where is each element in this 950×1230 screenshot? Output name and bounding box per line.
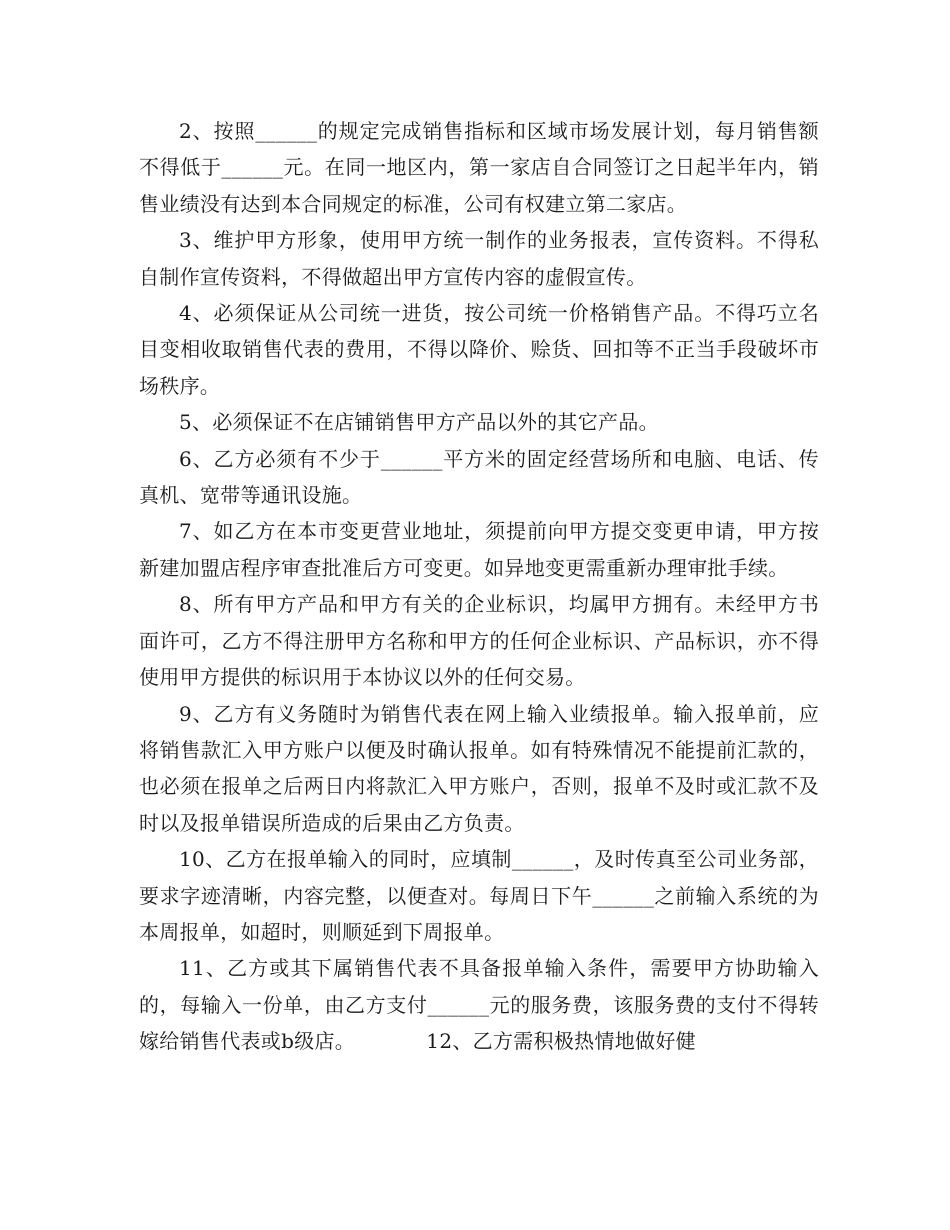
clause-11: 11、乙方或其下属销售代表不具备报单输入条件，需要甲方协助输入的，每输入一份单，由乙方支付______元的服务费，该服务费的支付不得转嫁给销售代表或b级店。 12、乙方需积极热情地做好健 (139, 956, 819, 1054)
clause-5: 5、必须保证不在店铺销售甲方产品以外的其它产品。 (179, 410, 659, 435)
clause-7: 7、如乙方在本市变更营业地址，须提前向甲方提交变更申请，甲方按新建加盟店程序审查批准后方可变更。如异地变更需重新办理审批手续。 (139, 519, 819, 580)
clause-3: 3、维护甲方形象，使用甲方统一制作的业务报表，宣传资料。不得私自制作宣传资料，不得做超出甲方宣传内容的虚假宣传。 (139, 228, 819, 289)
clause-8: 8、所有甲方产品和甲方有关的企业标识，均属甲方拥有。未经甲方书面许可，乙方不得注册甲方名称和甲方的任何企业标识、产品标识，亦不得使用甲方提供的标识用于本协议以外的任何交易。 (139, 592, 819, 690)
clause-9: 9、乙方有义务随时为销售代表在网上输入业绩报单。输入报单前，应将销售款汇入甲方账户以便及时确认报单。如有特殊情况不能提前汇款的，也必须在报单之后两日内将款汇入甲方账户，否则，报单不及时或汇款不及时以及报单错误所造成的后果由乙方负责。 (139, 701, 819, 835)
clause-10: 10、乙方在报单输入的同时，应填制______，及时传真至公司业务部，要求字迹清晰，内容完整，以便查对。每周日下午______之前输入系统的为本周报单，如超时，则顺延到下周报单。 (139, 847, 819, 944)
clause-6: 6、乙方必须有不少于______平方米的固定经营场所和电脑、电话、传真机、宽带等通讯设施。 (139, 446, 819, 508)
clause-4: 4、必须保证从公司统一进货，按公司统一价格销售产品。不得巧立名目变相收取销售代表的费用，不得以降价、赊货、回扣等不正当手段破坏市场秩序。 (139, 301, 819, 398)
document-page (139, 113, 819, 1060)
clause-2: 2、按照______的规定完成销售指标和区域市场发展计划，每月销售额不得低于______元。在同一地区内，第一家店自合同签订之日起半年内，销售业绩没有达到本合同规定的标准，公司有权建立第二家店。 (139, 119, 819, 216)
